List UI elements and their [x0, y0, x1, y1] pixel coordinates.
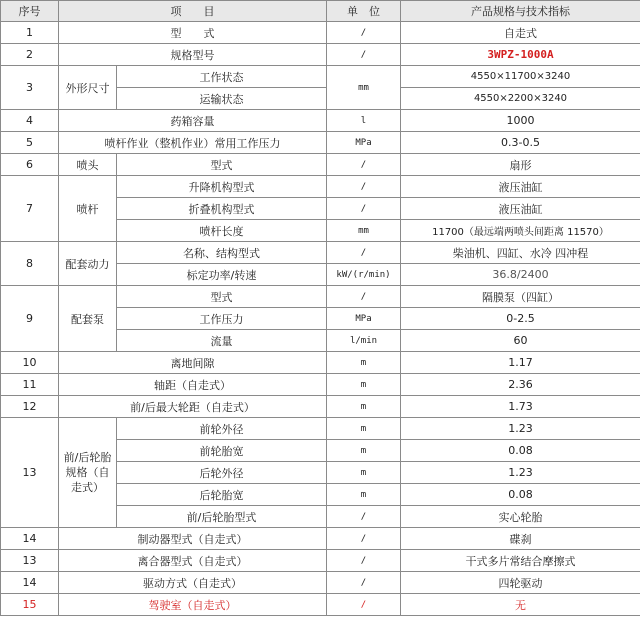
row-item: 规格型号: [59, 44, 327, 66]
row-sub: 前轮外径: [117, 418, 327, 440]
row-spec: 四轮驱动: [401, 572, 640, 594]
row-spec: 4550×2200×3240: [401, 88, 640, 110]
table-row: [1, 550, 640, 572]
row-sub: 流量: [117, 330, 327, 352]
row-unit: MPa: [327, 308, 401, 330]
row-item: 前/后最大轮距（自走式）: [59, 396, 327, 418]
row-sub: 折叠机构型式: [117, 198, 327, 220]
row-no: 5: [1, 132, 59, 154]
row-sub: 名称、结构型式: [117, 242, 327, 264]
row-no: 1: [1, 22, 59, 44]
header-item: 项 目: [59, 1, 327, 22]
row-spec: 2.36: [401, 374, 640, 396]
row-spec: 1.23: [401, 462, 640, 484]
row-unit: /: [327, 44, 401, 66]
row-unit: /: [327, 572, 401, 594]
row-item: 驾驶室（自走式）: [59, 594, 327, 616]
row-spec: 0.08: [401, 484, 640, 506]
row-spec: 1.73: [401, 396, 640, 418]
table-row: [1, 154, 640, 176]
table-row: [1, 132, 640, 154]
table-row: [1, 572, 640, 594]
row-group: 配套动力: [59, 242, 117, 286]
header-unit: 单 位: [327, 1, 401, 22]
row-spec: 碟刹: [401, 528, 640, 550]
row-spec: 液压油缸: [401, 176, 640, 198]
row-no: 8: [1, 242, 59, 286]
row-spec: 1.23: [401, 418, 640, 440]
row-no: 10: [1, 352, 59, 374]
row-spec: 0.3-0.5: [401, 132, 640, 154]
row-unit: m: [327, 462, 401, 484]
table-row: [1, 594, 640, 616]
row-unit: /: [327, 286, 401, 308]
row-item: 型 式: [59, 22, 327, 44]
row-no: 3: [1, 66, 59, 110]
row-no: 2: [1, 44, 59, 66]
row-spec: 36.8/2400: [401, 264, 640, 286]
row-group: 喷头: [59, 154, 117, 176]
row-item: 离合器型式（自走式）: [59, 550, 327, 572]
row-no: 4: [1, 110, 59, 132]
row-item: 制动器型式（自走式）: [59, 528, 327, 550]
row-no: 13: [1, 418, 59, 528]
row-sub: 标定功率/转速: [117, 264, 327, 286]
row-no: 13: [1, 550, 59, 572]
row-sub: 前轮胎宽: [117, 440, 327, 462]
row-no: 15: [1, 594, 59, 616]
row-group: 前/后轮胎规格（自走式）: [59, 418, 117, 528]
row-no: 11: [1, 374, 59, 396]
table-row: [1, 286, 640, 308]
row-spec: 1000: [401, 110, 640, 132]
row-unit: m: [327, 396, 401, 418]
row-group: 喷杆: [59, 176, 117, 242]
row-item: 轴距（自走式）: [59, 374, 327, 396]
row-unit: l: [327, 110, 401, 132]
row-unit: m: [327, 352, 401, 374]
row-unit: m: [327, 484, 401, 506]
row-unit: MPa: [327, 132, 401, 154]
row-sub: 工作状态: [117, 66, 327, 88]
row-sub: 升降机构型式: [117, 176, 327, 198]
table-row: [1, 22, 640, 44]
row-sub: 后轮外径: [117, 462, 327, 484]
row-unit: /: [327, 198, 401, 220]
row-spec: 自走式: [401, 22, 640, 44]
header-row: [1, 1, 640, 22]
row-sub: 运输状态: [117, 88, 327, 110]
row-unit: mm: [327, 220, 401, 242]
table-row: [1, 528, 640, 550]
row-spec: 3WPZ-1000A: [401, 44, 640, 66]
row-item: 离地间隙: [59, 352, 327, 374]
row-sub: 前/后轮胎型式: [117, 506, 327, 528]
row-sub: 工作压力: [117, 308, 327, 330]
row-spec: 干式多片常结合摩擦式: [401, 550, 640, 572]
table-row: [1, 396, 640, 418]
table-row: [1, 374, 640, 396]
row-spec: 4550×11700×3240: [401, 66, 640, 88]
row-no: 14: [1, 528, 59, 550]
row-spec: 60: [401, 330, 640, 352]
row-item: 喷杆作业（整机作业）常用工作压力: [59, 132, 327, 154]
row-no: 9: [1, 286, 59, 352]
row-spec: 隔膜泵（四缸）: [401, 286, 640, 308]
row-no: 6: [1, 154, 59, 176]
table-row: [1, 418, 640, 440]
row-spec: 实心轮胎: [401, 506, 640, 528]
row-unit: mm: [327, 66, 401, 110]
row-spec: 1.17: [401, 352, 640, 374]
row-spec: 0-2.5: [401, 308, 640, 330]
row-item: 驱动方式（自走式）: [59, 572, 327, 594]
row-unit: /: [327, 506, 401, 528]
row-no: 12: [1, 396, 59, 418]
row-no: 14: [1, 572, 59, 594]
row-unit: m: [327, 418, 401, 440]
table-row: [1, 110, 640, 132]
table-row: [1, 242, 640, 264]
row-spec: 11700（最远端两喷头间距离 11570）: [401, 220, 640, 242]
header-seq: 序号: [1, 1, 59, 22]
row-spec: 0.08: [401, 440, 640, 462]
row-spec: 无: [401, 594, 640, 616]
row-item: 药箱容量: [59, 110, 327, 132]
row-unit: /: [327, 594, 401, 616]
row-unit: m: [327, 440, 401, 462]
table-row: [1, 66, 640, 88]
row-sub: 型式: [117, 286, 327, 308]
row-spec: 液压油缸: [401, 198, 640, 220]
table-row: [1, 176, 640, 198]
row-group: 配套泵: [59, 286, 117, 352]
row-group: 外形尺寸: [59, 66, 117, 110]
row-unit: /: [327, 176, 401, 198]
table-row: [1, 44, 640, 66]
row-spec: 柴油机、四缸、水冷 四冲程: [401, 242, 640, 264]
row-unit: /: [327, 22, 401, 44]
header-spec: 产品规格与技术指标: [401, 1, 640, 22]
row-unit: /: [327, 242, 401, 264]
row-no: 7: [1, 176, 59, 242]
row-unit: kW/(r/min): [327, 264, 401, 286]
row-unit: /: [327, 550, 401, 572]
table-row: [1, 352, 640, 374]
row-unit: /: [327, 154, 401, 176]
row-spec: 扇形: [401, 154, 640, 176]
row-sub: 后轮胎宽: [117, 484, 327, 506]
row-unit: /: [327, 528, 401, 550]
row-sub: 型式: [117, 154, 327, 176]
row-unit: l/min: [327, 330, 401, 352]
row-sub: 喷杆长度: [117, 220, 327, 242]
row-unit: m: [327, 374, 401, 396]
